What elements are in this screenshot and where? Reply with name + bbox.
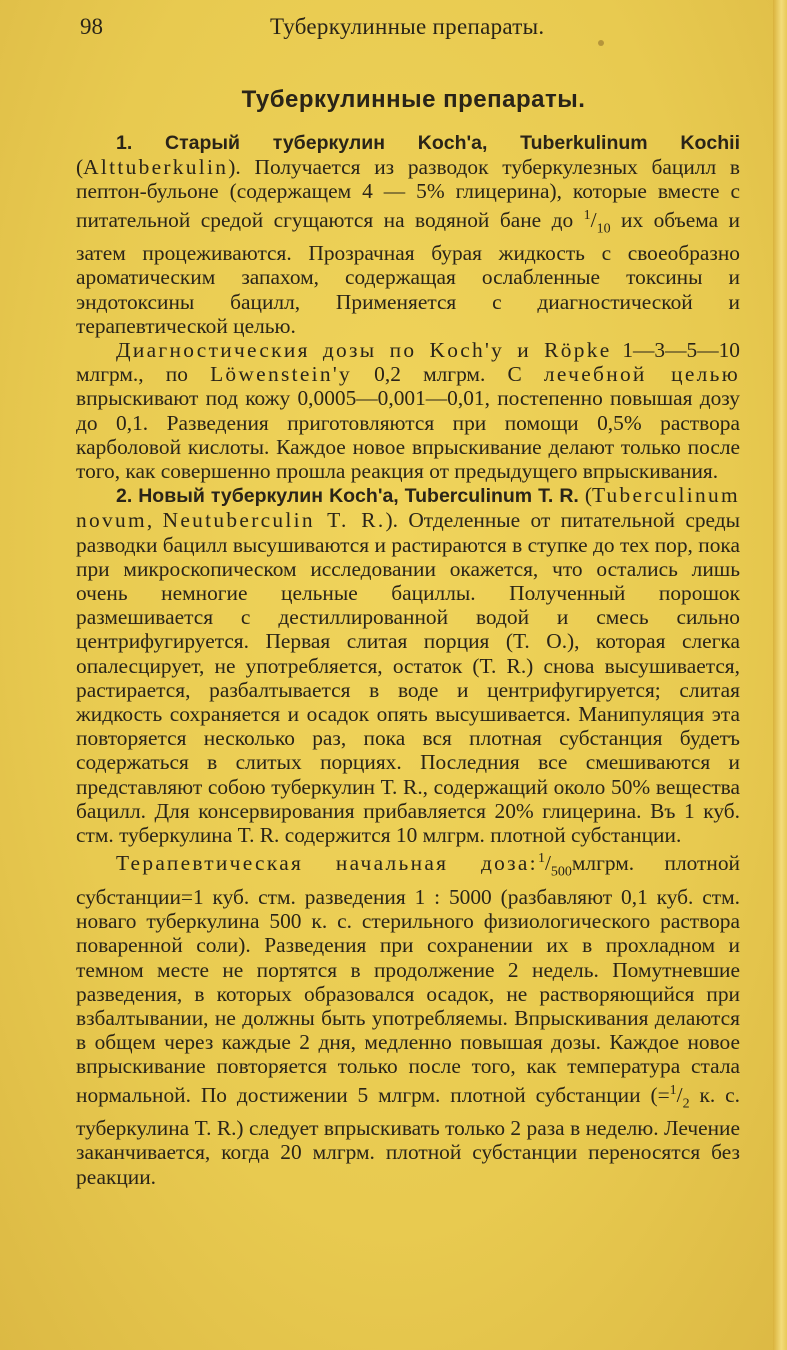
paragraph-therapeutic-dose: Терапевтическая начальная $доза:^1/_{500}млгрм$. плотной субстанции=1 куб. стм. разведения 1 : 5000 (разбавляют 0,1 куб. стм. новаго туберкулина 500 к. с. стерильного физиологического раствора поваренной соли). Разведения при сохранении их в прохладном и темном месте не портятся в продолжение 2 недель. Помутневшие разведения, в которых образовался осадок, не растворяющийся при взбалтывании, не должны быть употребляемы. Впрыскивания делаются в общем через каждые 2 дня, медленно повышая дозы. Каждое новое впрыскивание повторяется только после того, как температура стала нормальной. По достижении 5 млгрм. плотной субстанции ($=^1/_2$ к. с. туберкулина T. R.) следует впрыскивать только 2 раза в неделю. Лечение заканчивается, когда 20 млгрм. плотной субстанции переносятся без реакции. bbox=[76, 851, 740, 1189]
paragraph-diagnostic-doses bbox=[76, 338, 740, 483]
page-header bbox=[0, 12, 787, 46]
paragraph-text: их объема и затем процеживаются. Прозрачная бурая жидкость с своеобразно ароматическим запахом, содержащая ослабленные токсины и эндотоксины бацилл, Применяется с диагностической и терапевтической целью. bbox=[76, 207, 740, 338]
fraction-denominator: 10 bbox=[596, 221, 611, 237]
fraction-denominator: 2 bbox=[682, 1095, 690, 1111]
paragraph-text: 0,2 млгрм. С bbox=[352, 362, 544, 387]
alt-name: Tuberculinum novum bbox=[76, 483, 740, 533]
paragraph-old-tuberculin: 1. Старый туберкулин Koch'a, Tuberkulinum Kochii (Alttuberkulin). Получается из разводок туберкулезных бацилл в пептон-бульоне (содержащем 4 — 5% глицерина), которые вместе с питательной средой сгущаются на водяной бане до $^1/_{10}$ их объема и затем процеживаются. Прозрачная бурая жидкость с своеобразно ароматическим запахом, содержащая ослабленные токсины и эндотоксины бацилл, Применяется с диагностической и терапевтической целью. bbox=[76, 132, 740, 338]
alt-name: Alttuberkulin bbox=[83, 155, 229, 180]
fraction-numerator: 1 bbox=[583, 207, 591, 223]
item-number: 1. bbox=[116, 132, 133, 154]
paragraph-text: к. с. туберкулина T. R.) следует впрыскивать только 2 раза в неделю. Лечение заканчивается, когда 20 млгрм. плотной субстанции переносятся без реакции. bbox=[76, 1082, 740, 1189]
author-name: Löwenstein'y bbox=[210, 362, 353, 387]
paren: ( bbox=[76, 155, 84, 180]
preparation-name: Новый туберкулин Koch'a, bbox=[138, 485, 399, 508]
preparation-name: Старый туберкулин Koch'a, bbox=[164, 132, 488, 154]
paragraph-text: млгрм. плотной субстанции=1 куб. стм. разведения 1 : 5000 (разбавляют 0,1 куб. стм. новаго туберкулина 500 к. с. стерильного физиологического раствора поваренной соли). Разведения при сохранении их в прохладном и темном месте не портятся в продолжение 2 недель. Помутневшие разведения, в которых образовался осадок, не растворяющийся при взбалтывании, не должны быть употребляемы. Впрыскивания делаются в общем через каждые 2 дня, медленно повышая дозы. Каждое новое впрыскивание повторяется только после того, как температура стала нормальной. По достижении 5 млгрм. плотной субстанции (= bbox=[76, 851, 740, 1107]
paragraph-text: впрыскивают под кожу 0,0005—0,001—0,01, постепенно повышая дозу до 0,1. Разведения приготовляются при помощи 0,5% раствора карболовой кислоты. Каждое новое впрыскивание делают только после того, как совершенно прошла реакция от предыдущего впрыскивания. bbox=[76, 386, 740, 484]
paragraph-text: ). Получается из разводок туберкулезных бацилл в пептон-бульоне (содержащем 4 — 5% глицерина), которые вместе с питательной средой сгущаются на водяной бане до bbox=[76, 155, 740, 232]
paragraph-text: 1—3—5—10 млгрм., по bbox=[76, 338, 740, 387]
fraction-numerator: 1 bbox=[669, 1082, 677, 1098]
page-number: 98 bbox=[80, 14, 103, 39]
separator: , bbox=[146, 508, 163, 533]
paragraph-text: ). Отделенные от питательной среды разводки бацилл высушиваются и растираются в ступке до тех пор, пока при микроскопическом исследовании окажется, что остались лишь очень немногие цельные бациллы. Полученный порошок размешивается с дестиллированной водой и смесь сильно центрифугируется. Первая слитая порция (T. O.), которая слегка опалесцирует, не употребляется, остаток (T. R.) снова высушивается, растирается, разбалтывается в воде и центрифугируется; слитая жидкость сохраняется и осадок опять высушивается. Манипуляция эта повторяется несколько раз, пока вся плотная субстанция будетъ содержаться в слитых порциях. Последния все смешиваются и представляют собою туберкулин T. R., содержащий около 50% вещества бацилл. Для консервирования прибавляется 20% глицерина. Въ 1 куб. стм. туберкулина T. R. содержится 10 млгрм. плотной субстанции. bbox=[76, 508, 740, 848]
therapeutic-label: лечебной целью bbox=[543, 362, 740, 387]
preparation-latin-name: Tuberculinum T. R. bbox=[404, 485, 579, 508]
alt-name: Neutuberculin T. R. bbox=[162, 508, 386, 533]
paragraph-new-tuberculin bbox=[76, 483, 740, 847]
diagnostic-doses-label: Диагностическия дозы по Koch'y и Röpke bbox=[116, 338, 612, 363]
fraction-denominator: 500 bbox=[550, 864, 572, 880]
page-edge bbox=[773, 0, 787, 1350]
preparation-latin-name: Tuberkulinum Kochii bbox=[520, 132, 740, 154]
section-title: Туберкулинные препараты. bbox=[241, 86, 586, 113]
paren: ( bbox=[584, 483, 592, 508]
body-text bbox=[76, 130, 740, 1189]
therapeutic-dose-label: Терапевтическая начальная доза: bbox=[116, 851, 538, 876]
item-number: 2. bbox=[116, 485, 133, 508]
running-head: Туберкулинные препараты. bbox=[270, 14, 545, 39]
fraction-numerator: 1 bbox=[537, 851, 545, 867]
